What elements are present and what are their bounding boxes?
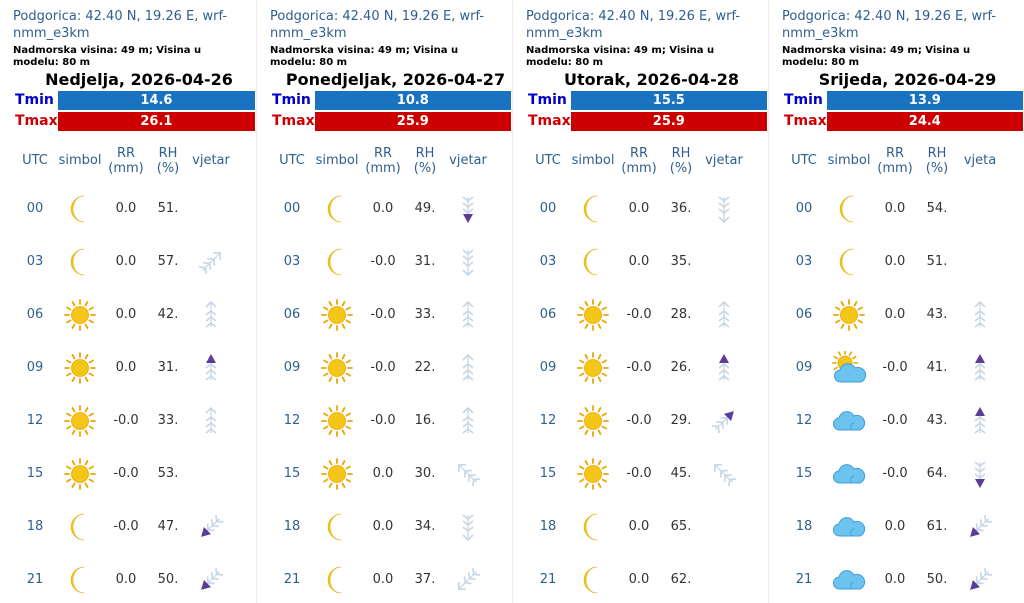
sun-icon (570, 298, 616, 332)
forecast-row (782, 447, 1024, 500)
day-column (0, 0, 256, 603)
humidity-value: 30. (414, 466, 436, 481)
tmin-row (526, 91, 767, 110)
precipitation-value: 0.0 (115, 360, 137, 375)
sun-icon (314, 351, 360, 385)
humidity-value: 53. (157, 466, 179, 481)
precipitation-value: 0.0 (884, 201, 906, 216)
forecast-row (13, 500, 255, 553)
moon-icon (57, 246, 103, 278)
tmin-label: Tmin (528, 92, 567, 108)
tmin-row (270, 91, 511, 110)
sun-icon (314, 298, 360, 332)
humidity-value: 41. (926, 360, 948, 375)
forecast-row (526, 182, 768, 235)
forecast-row (270, 394, 512, 447)
humidity-value: 51. (926, 254, 948, 269)
precipitation-value: -0.0 (370, 413, 396, 428)
precipitation-value: 0.0 (372, 572, 394, 587)
tmax-bar: 25.9 (315, 112, 511, 131)
wind-arrow-icon (444, 405, 492, 437)
humidity-value: 26. (670, 360, 692, 375)
moon-icon (826, 193, 872, 225)
precipitation-value: -0.0 (370, 307, 396, 322)
forecast-row (782, 500, 1024, 553)
day-column (768, 0, 1024, 603)
table-header (13, 146, 255, 182)
moon-icon (570, 564, 616, 596)
precipitation-value: 0.0 (115, 254, 137, 269)
humidity-value: 47. (157, 519, 179, 534)
precipitation-value: 0.0 (115, 307, 137, 322)
cloud-icon (826, 408, 872, 434)
precipitation-value: -0.0 (626, 307, 652, 322)
day-column (256, 0, 512, 603)
utc-hour: 18 (26, 519, 44, 534)
header-utc: UTC (791, 153, 817, 168)
header-symbol: simbol (58, 153, 102, 168)
wind-arrow-icon (187, 405, 235, 437)
wind-arrow-icon (444, 564, 492, 596)
sun-icon (57, 457, 103, 491)
tmax-label: Tmax (784, 113, 827, 129)
precipitation-value: 0.0 (372, 466, 394, 481)
wind-arrow-icon (187, 352, 235, 384)
elevation-label: Nadmorska visina: 49 m; Visina u modelu: 80 m (270, 45, 459, 68)
moon-icon (57, 511, 103, 543)
precipitation-value: -0.0 (113, 519, 139, 534)
utc-hour: 09 (795, 360, 813, 375)
humidity-value: 28. (670, 307, 692, 322)
utc-hour: 00 (283, 201, 301, 216)
humidity-value: 43. (926, 413, 948, 428)
forecast-row (270, 182, 512, 235)
sun-icon (314, 404, 360, 438)
utc-hour: 06 (283, 307, 301, 322)
humidity-value: 62. (670, 572, 692, 587)
forecast-row (270, 500, 512, 553)
utc-hour: 09 (26, 360, 44, 375)
day-date-title: Srijeda, 2026-04-29 (818, 70, 997, 89)
precipitation-value: -0.0 (370, 254, 396, 269)
precipitation-value: -0.0 (370, 360, 396, 375)
utc-hour: 21 (795, 572, 813, 587)
tmin-bar: 10.8 (315, 91, 511, 110)
tmin-label: Tmin (15, 92, 54, 108)
utc-hour: 21 (539, 572, 557, 587)
utc-hour: 15 (795, 466, 813, 481)
humidity-value: 50. (157, 572, 179, 587)
utc-hour: 18 (283, 519, 301, 534)
humidity-value: 31. (414, 254, 436, 269)
tmax-bar: 26.1 (58, 112, 255, 131)
moon-icon (57, 564, 103, 596)
forecast-row (526, 288, 768, 341)
day-date-title: Nedjelja, 2026-04-26 (45, 70, 233, 89)
utc-hour: 03 (795, 254, 813, 269)
elevation-label: Nadmorska visina: 49 m; Visina u modelu: 80 m (782, 45, 971, 68)
tmin-label: Tmin (784, 92, 823, 108)
humidity-value: 37. (414, 572, 436, 587)
header-rh: RH (%) (413, 146, 437, 176)
header-rh: RH (%) (925, 146, 949, 176)
sun-cloud-icon (826, 351, 872, 385)
precipitation-value: 0.0 (884, 519, 906, 534)
utc-hour: 12 (283, 413, 301, 428)
forecast-row (13, 341, 255, 394)
moon-icon (57, 193, 103, 225)
wind-arrow-icon (187, 564, 235, 596)
humidity-value: 54. (926, 201, 948, 216)
precipitation-value: -0.0 (882, 360, 908, 375)
humidity-value: 43. (926, 307, 948, 322)
utc-hour: 00 (539, 201, 557, 216)
utc-hour: 21 (283, 572, 301, 587)
table-header (526, 146, 768, 182)
forecast-row (270, 447, 512, 500)
wind-arrow-icon (956, 511, 1004, 543)
tmax-row (782, 112, 1023, 131)
humidity-value: 65. (670, 519, 692, 534)
precipitation-value: -0.0 (626, 413, 652, 428)
forecast-row (782, 341, 1024, 394)
wind-arrow-icon (444, 352, 492, 384)
forecast-table (13, 146, 255, 603)
moon-icon (314, 511, 360, 543)
header-wind: vjetar (449, 153, 487, 168)
header-rh: RH (%) (156, 146, 180, 176)
header-symbol: simbol (827, 153, 871, 168)
sun-icon (57, 298, 103, 332)
utc-hour: 12 (795, 413, 813, 428)
precipitation-value: -0.0 (113, 466, 139, 481)
tmax-label: Tmax (272, 113, 315, 129)
forecast-row (782, 394, 1024, 447)
tmax-row (526, 112, 767, 131)
wind-arrow-icon (956, 299, 1004, 331)
sun-icon (570, 351, 616, 385)
precipitation-value: 0.0 (628, 519, 650, 534)
humidity-value: 57. (157, 254, 179, 269)
wind-arrow-icon (444, 511, 492, 543)
wind-arrow-icon (956, 405, 1004, 437)
forecast-row (782, 182, 1024, 235)
table-header (270, 146, 512, 182)
wind-arrow-icon (956, 352, 1004, 384)
utc-hour: 18 (795, 519, 813, 534)
header-rr: RR (mm) (365, 146, 401, 176)
header-utc: UTC (22, 153, 48, 168)
forecast-table (526, 146, 768, 603)
humidity-value: 34. (414, 519, 436, 534)
wind-arrow-icon (956, 564, 1004, 596)
humidity-value: 61. (926, 519, 948, 534)
utc-hour: 03 (26, 254, 44, 269)
precipitation-value: -0.0 (113, 413, 139, 428)
precipitation-value: -0.0 (882, 466, 908, 481)
elevation-label: Nadmorska visina: 49 m; Visina u modelu: 80 m (526, 45, 715, 68)
utc-hour: 15 (283, 466, 301, 481)
forecast-row (782, 235, 1024, 288)
precipitation-value: 0.0 (884, 572, 906, 587)
moon-icon (314, 564, 360, 596)
forecast-row (526, 394, 768, 447)
moon-icon (570, 511, 616, 543)
cloud-icon (826, 461, 872, 487)
moon-icon (314, 193, 360, 225)
sun-icon (570, 404, 616, 438)
forecast-row (526, 553, 768, 603)
forecast-row (13, 235, 255, 288)
forecast-row (270, 235, 512, 288)
forecast-row (13, 394, 255, 447)
precipitation-value: -0.0 (882, 413, 908, 428)
forecast-row (526, 235, 768, 288)
forecast-row (270, 288, 512, 341)
sun-icon (570, 457, 616, 491)
forecast-table (270, 146, 512, 603)
wind-arrow-icon (187, 511, 235, 543)
wind-arrow-icon (700, 299, 748, 331)
wind-arrow-icon (444, 458, 492, 490)
wind-arrow-icon (444, 193, 492, 225)
tmin-row (13, 91, 255, 110)
wind-arrow-icon (444, 299, 492, 331)
utc-hour: 00 (26, 201, 44, 216)
wind-arrow-icon (187, 246, 235, 278)
forecast-row (526, 447, 768, 500)
utc-hour: 09 (539, 360, 557, 375)
utc-hour: 15 (26, 466, 44, 481)
moon-icon (826, 246, 872, 278)
sun-icon (57, 351, 103, 385)
utc-hour: 12 (26, 413, 44, 428)
wind-arrow-icon (700, 405, 748, 437)
wind-arrow-icon (700, 193, 748, 225)
header-rr: RR (mm) (108, 146, 144, 176)
header-symbol: simbol (571, 153, 615, 168)
wind-arrow-icon (187, 299, 235, 331)
wind-arrow-icon (700, 352, 748, 384)
tmin-bar: 15.5 (571, 91, 767, 110)
utc-hour: 18 (539, 519, 557, 534)
forecast-row (782, 288, 1024, 341)
precipitation-value: 0.0 (115, 201, 137, 216)
humidity-value: 35. (670, 254, 692, 269)
forecast-row (270, 341, 512, 394)
header-wind: vjetar (192, 153, 230, 168)
day-column (512, 0, 768, 603)
sun-icon (314, 457, 360, 491)
forecast-row (13, 288, 255, 341)
wind-arrow-icon (444, 246, 492, 278)
location-label: Podgorica: 42.40 N, 19.26 E, wrf-nmm_e3km (270, 9, 485, 41)
precipitation-value: 0.0 (884, 254, 906, 269)
humidity-value: 33. (414, 307, 436, 322)
utc-hour: 12 (539, 413, 557, 428)
tmin-row (782, 91, 1023, 110)
tmax-row (13, 112, 255, 131)
humidity-value: 49. (414, 201, 436, 216)
header-rr: RR (mm) (877, 146, 913, 176)
wind-arrow-icon (956, 458, 1004, 490)
precipitation-value: 0.0 (372, 519, 394, 534)
tmax-bar: 24.4 (827, 112, 1023, 131)
humidity-value: 29. (670, 413, 692, 428)
humidity-value: 33. (157, 413, 179, 428)
utc-hour: 03 (283, 254, 301, 269)
forecast-row (13, 447, 255, 500)
utc-hour: 09 (283, 360, 301, 375)
forecast-table (782, 146, 1024, 603)
header-symbol: simbol (315, 153, 359, 168)
tmin-bar: 13.9 (827, 91, 1023, 110)
header-rh: RH (%) (669, 146, 693, 176)
humidity-value: 64. (926, 466, 948, 481)
location-label: Podgorica: 42.40 N, 19.26 E, wrf-nmm_e3km (13, 9, 228, 41)
precipitation-value: -0.0 (626, 360, 652, 375)
tmax-label: Tmax (15, 113, 58, 129)
day-date-title: Ponedjeljak, 2026-04-27 (285, 70, 506, 89)
utc-hour: 15 (539, 466, 557, 481)
humidity-value: 22. (414, 360, 436, 375)
forecast-row (13, 182, 255, 235)
day-date-title: Utorak, 2026-04-28 (564, 70, 739, 89)
forecast-row (526, 341, 768, 394)
header-wind: vjeta (963, 153, 997, 168)
header-utc: UTC (535, 153, 561, 168)
humidity-value: 45. (670, 466, 692, 481)
header-utc: UTC (279, 153, 305, 168)
location-label: Podgorica: 42.40 N, 19.26 E, wrf-nmm_e3km (782, 9, 997, 41)
utc-hour: 21 (26, 572, 44, 587)
humidity-value: 36. (670, 201, 692, 216)
tmax-label: Tmax (528, 113, 571, 129)
moon-icon (570, 193, 616, 225)
moon-icon (570, 246, 616, 278)
wind-arrow-icon (700, 458, 748, 490)
precipitation-value: 0.0 (628, 254, 650, 269)
precipitation-value: 0.0 (372, 201, 394, 216)
humidity-value: 51. (157, 201, 179, 216)
forecast-row (782, 553, 1024, 603)
header-rr: RR (mm) (621, 146, 657, 176)
tmin-bar: 14.6 (58, 91, 255, 110)
utc-hour: 06 (26, 307, 44, 322)
humidity-value: 31. (157, 360, 179, 375)
elevation-label: Nadmorska visina: 49 m; Visina u modelu: 80 m (13, 45, 202, 68)
precipitation-value: 0.0 (884, 307, 906, 322)
precipitation-value: 0.0 (628, 572, 650, 587)
moon-icon (314, 246, 360, 278)
tmax-row (270, 112, 511, 131)
sun-icon (57, 404, 103, 438)
header-wind: vjetar (705, 153, 743, 168)
cloud-icon (826, 567, 872, 593)
forecast-row (526, 500, 768, 553)
humidity-value: 42. (157, 307, 179, 322)
tmax-bar: 25.9 (571, 112, 767, 131)
humidity-value: 16. (414, 413, 436, 428)
utc-hour: 00 (795, 201, 813, 216)
utc-hour: 06 (795, 307, 813, 322)
forecast-row (13, 553, 255, 603)
table-header (782, 146, 1024, 182)
precipitation-value: 0.0 (115, 572, 137, 587)
sun-icon (826, 298, 872, 332)
utc-hour: 03 (539, 254, 557, 269)
cloud-icon (826, 514, 872, 540)
humidity-value: 50. (926, 572, 948, 587)
forecast-row (270, 553, 512, 603)
location-label: Podgorica: 42.40 N, 19.26 E, wrf-nmm_e3km (526, 9, 741, 41)
precipitation-value: 0.0 (628, 201, 650, 216)
tmin-label: Tmin (272, 92, 311, 108)
precipitation-value: -0.0 (626, 466, 652, 481)
utc-hour: 06 (539, 307, 557, 322)
